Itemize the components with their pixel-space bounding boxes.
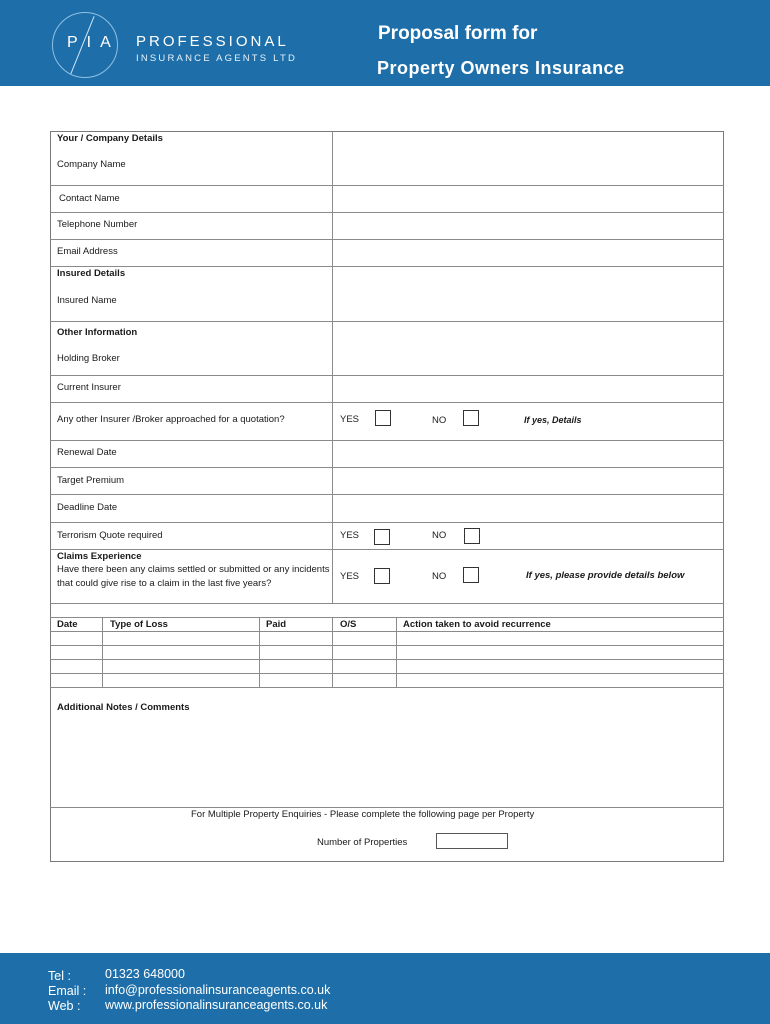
label-current-insurer: Current Insurer [57, 382, 121, 393]
section-other-information: Other Information [57, 327, 138, 338]
brand-name: PROFESSIONAL [136, 33, 289, 50]
label-company-name: Company Name [57, 159, 126, 170]
terrorism-yes-checkbox[interactable] [374, 529, 390, 545]
label-holding-broker: Holding Broker [57, 353, 120, 364]
if-yes-details-label: If yes, Details [524, 415, 582, 425]
form-title-line2: Property Owners Insurance [377, 58, 625, 78]
additional-notes-input[interactable] [51, 716, 723, 806]
label-email-address: Email Address [57, 246, 118, 257]
row-divider [50, 807, 724, 808]
deadline-date-input[interactable] [333, 495, 723, 522]
form-title-line1: Proposal form for [378, 23, 538, 44]
yes-label: YES [340, 571, 360, 582]
label-contact-name: Contact Name [59, 193, 120, 204]
target-premium-input[interactable] [333, 468, 723, 494]
no-label: NO [432, 415, 447, 426]
column-divider [102, 617, 103, 687]
header-banner [0, 0, 770, 86]
label-deadline-date: Deadline Date [57, 502, 118, 513]
label-terrorism-quote: Terrorism Quote required [57, 530, 163, 541]
label-claims-question: Have there been any claims settled or submitted or any incidents that could give rise to a claim in the last five years? [57, 564, 330, 589]
footer-banner [0, 953, 770, 1024]
claims-header-paid: Paid [266, 619, 287, 630]
column-divider [332, 617, 333, 687]
section-additional-notes: Additional Notes / Comments [57, 702, 190, 713]
brand-subtitle: INSURANCE AGENTS LTD [136, 53, 298, 64]
claims-header-action: Action taken to avoid recurrence [403, 619, 551, 630]
multiple-property-note: For Multiple Property Enquiries - Please complete the following page per Property [191, 809, 535, 820]
section-company-details: Your / Company Details [57, 133, 163, 144]
row-divider [50, 673, 724, 674]
tel-value: 01323 648000 [105, 967, 185, 981]
yes-label: YES [340, 530, 360, 541]
row-divider [50, 549, 724, 550]
row-divider [50, 603, 724, 604]
other-insurer-yes-checkbox[interactable] [375, 410, 391, 426]
label-target-premium: Target Premium [57, 475, 125, 486]
telephone-number-input[interactable] [333, 213, 723, 239]
web-link[interactable]: www.professionalinsuranceagents.co.uk [105, 998, 328, 1012]
claims-no-checkbox[interactable] [463, 567, 479, 583]
contact-name-input[interactable] [333, 186, 723, 212]
row-divider [50, 402, 724, 403]
claims-header-os: O/S [340, 619, 357, 630]
email-label: Email : [48, 984, 87, 998]
row-divider [50, 617, 724, 618]
terrorism-no-checkbox[interactable] [464, 528, 480, 544]
column-divider [396, 617, 397, 687]
section-claims-experience: Claims Experience [57, 551, 142, 562]
row-divider [50, 687, 724, 688]
insured-name-input[interactable] [333, 267, 723, 321]
claims-yes-checkbox[interactable] [374, 568, 390, 584]
other-insurer-no-checkbox[interactable] [463, 410, 479, 426]
email-link[interactable]: info@professionalinsuranceagents.co.uk [105, 983, 331, 997]
row-divider [50, 631, 724, 632]
renewal-date-input[interactable] [333, 441, 723, 467]
claims-header-type-of-loss: Type of Loss [110, 619, 168, 630]
label-other-insurer-question: Any other Insurer /Broker approached for a quotation? [57, 414, 285, 425]
label-telephone-number: Telephone Number [57, 219, 138, 230]
tel-label: Tel : [48, 969, 71, 983]
column-divider [259, 617, 260, 687]
row-divider [50, 522, 724, 523]
claims-header-date: Date [57, 619, 78, 630]
label-insured-name: Insured Name [57, 295, 117, 306]
current-insurer-input[interactable] [333, 376, 723, 402]
row-divider [50, 659, 724, 660]
no-label: NO [432, 530, 447, 541]
company-name-input[interactable] [333, 132, 723, 185]
no-label: NO [432, 571, 447, 582]
section-insured-details: Insured Details [57, 268, 126, 279]
row-divider [50, 645, 724, 646]
number-of-properties-input[interactable] [436, 833, 508, 849]
logo-initials: PIA [67, 34, 120, 51]
web-label: Web : [48, 999, 81, 1013]
if-yes-below-label: If yes, please provide details below [526, 570, 685, 581]
label-number-of-properties: Number of Properties [317, 837, 408, 848]
email-address-input[interactable] [333, 240, 723, 266]
yes-label: YES [340, 414, 360, 425]
label-renewal-date: Renewal Date [57, 447, 117, 458]
holding-broker-input[interactable] [333, 322, 723, 375]
